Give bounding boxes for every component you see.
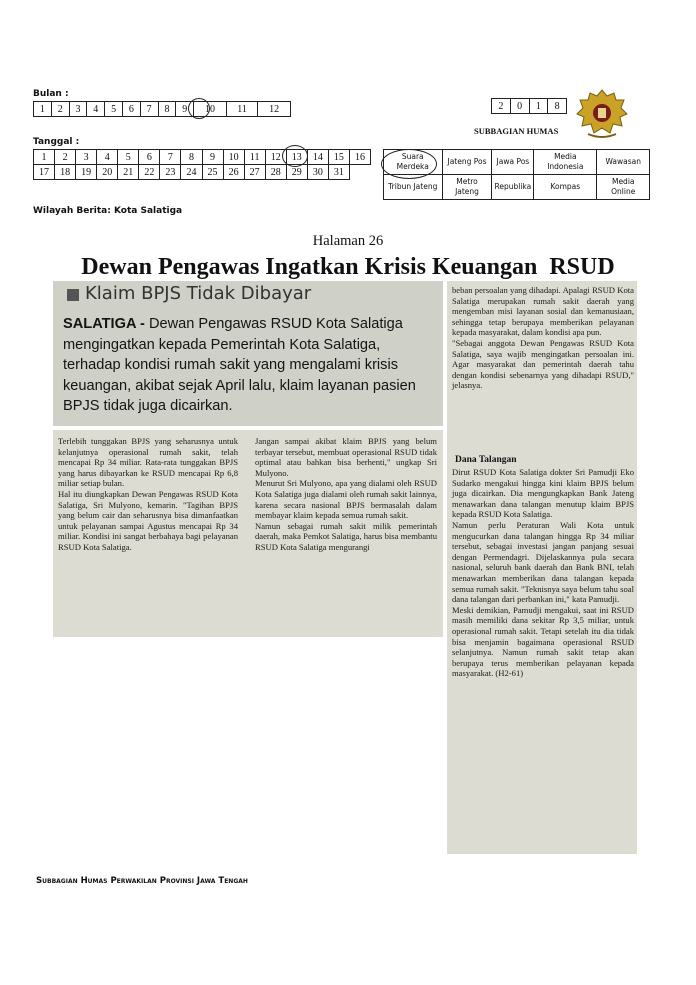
tanggal-cell: 28 bbox=[265, 165, 286, 180]
bulan-cell: 8 bbox=[158, 102, 176, 117]
media-cell: Suara Merdeka bbox=[384, 150, 443, 175]
bulan-cell: 10 bbox=[194, 102, 227, 117]
kicker-bullet-icon bbox=[67, 289, 79, 301]
tanggal-cell: 21 bbox=[118, 165, 139, 180]
bulan-cell: 5 bbox=[105, 102, 123, 117]
bulan-cell: 3 bbox=[69, 102, 87, 117]
year-digit-cell: 8 bbox=[548, 99, 567, 114]
lead-paragraph: Dewan Pengawas RSUD Kota Salatiga mengingatkan kepada Pemerintah Kota Salatiga, terhadap kondisi rumah sakit yang mengalami krisis keuangan, akibat sejak April lalu, klaim layanan pasien BPJS tidak juga dicairkan. bbox=[63, 316, 416, 414]
media-cell: Tribun Jateng bbox=[384, 175, 443, 200]
tanggal-cell: 27 bbox=[244, 165, 265, 180]
bulan-cell: 1 bbox=[34, 102, 52, 117]
tanggal-cell: 5 bbox=[118, 150, 139, 165]
tanggal-cell: 2 bbox=[55, 150, 76, 165]
tanggal-cell: 31 bbox=[328, 165, 349, 180]
subbagian-humas-label: SUBBAGIAN HUMAS bbox=[474, 126, 559, 136]
tanggal-cell: 14 bbox=[307, 150, 328, 165]
tanggal-cell: 26 bbox=[223, 165, 244, 180]
tanggal-cell: 6 bbox=[139, 150, 160, 165]
tanggal-cell: 4 bbox=[97, 150, 118, 165]
tanggal-cell: 25 bbox=[202, 165, 223, 180]
media-cell: Wawasan bbox=[597, 150, 650, 175]
subhead-dana-talangan: Dana Talangan bbox=[455, 455, 517, 465]
tanggal-cell: 1 bbox=[34, 150, 55, 165]
tanggal-cell: 24 bbox=[181, 165, 202, 180]
footer-text: Subbagian Humas Perwakilan Provinsi Jawa Tengah bbox=[36, 876, 248, 886]
tanggal-cell: 11 bbox=[244, 150, 265, 165]
body-column-1: Terlebih tunggakan BPJS yang seharusnya untuk kelanjutnya operasional rumah sakit, telah mencapai Rp 34 miliar. Rata-rata tunggakan BPJS yang harus dibayarkan ke RSUD mencapai Rp 6,8 miliar setiap bulan. Hal itu diungkapkan Dewan Pengawas RSUD Kota Salatiga, Sri Mulyono, kemarin. "Tagihan BPJS yang belum cair dan seharusnya bisa dimanfaatkan untuk pelayanan sampai Agustus mencapai Rp 34 miliar. Kondisi ini sangat berbahaya bagi pelayanan RSUD Kota Salatiga. bbox=[58, 436, 238, 552]
tanggal-cell: 10 bbox=[223, 150, 244, 165]
garuda-emblem-icon bbox=[574, 86, 630, 142]
bulan-cell: 12 bbox=[258, 102, 291, 117]
media-cell: Jateng Pos bbox=[442, 150, 492, 175]
tanggal-cell: 20 bbox=[97, 165, 118, 180]
body-column-3a: beban persoalan yang dihadapi. Apalagi RSUD Kota Salatiga merupakan rumah sakit daerah yang mengemban misi layanan sosial dan kemanusiaan, sehingga tetap berupaya memberikan pelayanan kepada masyarakat, dalam kondisi apa pun. "Sebagai anggota Dewan Pengawas RSUD Kota Salatiga, saya wajib mengingatkan persoalan ini. Agar masyarakat dan pemerintah daerah tahu dengan kondisi sebenarnya yang dihadapi RSUD," jelasnya. bbox=[452, 285, 634, 391]
tanggal-cell: 30 bbox=[307, 165, 328, 180]
bulan-grid bbox=[33, 101, 291, 117]
body-column-3b: Dirut RSUD Kota Salatiga dokter Sri Pamudji Eko Sudarko mengakui hingga kini klaim BPJS belum juga dicairkan. Dia mengungkapkan Bank Jateng menawarkan dana talangan menutup klaim BPJS kepada RSUD Kota Salatiga. Namun perlu Peraturan Wali Kota untuk mengucurkan dana talangan hingga Rp 34 miliar tersebut, sebagai investasi jangan panjang sesuai dengan Permendagri. Dijelaskannya pula secara nasional, seluruh bank daerah dan Bank BNI, telah menawarkan memberikan dana talangan kepada semua rumah sakit. "Teknisnya saya belum tahu soal dana talangan dari perbankan ini," kata Pamudji. Meski demikian, Pamudji mengakui, saat ini RSUD masih memiliki dana sekitar Rp 3,5 miliar, untuk operasional rumah sakit. Tetapi setelah itu dia tidak bisa menjamin bagaimana operasional RSUD selanjutnya. Namun rumah sakit tetap akan berupaya terus memberikan pelayanan kepada masyarakat. (H2-61) bbox=[452, 467, 634, 679]
tanggal-cell: 9 bbox=[202, 150, 223, 165]
tanggal-cell: 19 bbox=[76, 165, 97, 180]
media-cell: Kompas bbox=[534, 175, 597, 200]
year-digit-cell: 2 bbox=[492, 99, 511, 114]
year-grid bbox=[491, 98, 567, 114]
media-cell: Jawa Pos bbox=[492, 150, 534, 175]
tanggal-grid bbox=[33, 149, 371, 180]
tanggal-cell: 16 bbox=[349, 150, 370, 165]
lead-dateline: SALATIGA - bbox=[63, 316, 149, 332]
bulan-selected-circle bbox=[188, 98, 210, 119]
bulan-cell: 4 bbox=[87, 102, 105, 117]
page-number: Halaman 26 bbox=[312, 233, 384, 249]
media-cell: Media Indonesia bbox=[534, 150, 597, 175]
tanggal-label: Tanggal : bbox=[33, 137, 80, 147]
tanggal-selected-circle bbox=[282, 145, 308, 167]
article-title: Dewan Pengawas Ingatkan Krisis Keuangan RSUD bbox=[81, 254, 615, 280]
media-cell: Metro Jateng bbox=[442, 175, 492, 200]
bulan-label: Bulan : bbox=[33, 89, 69, 99]
clipping-lead-box bbox=[53, 281, 443, 426]
tanggal-cell: 12 bbox=[265, 150, 286, 165]
tanggal-cell: 7 bbox=[160, 150, 181, 165]
year-digit-cell: 0 bbox=[510, 99, 529, 114]
tanggal-cell: 15 bbox=[328, 150, 349, 165]
tanggal-cell: 22 bbox=[139, 165, 160, 180]
tanggal-cell: 29 bbox=[286, 165, 307, 180]
bulan-cell: 7 bbox=[140, 102, 158, 117]
body-column-2: Jangan sampai akibat klaim BPJS yang belum terbayar tersebut, membuat operasional RSUD tidak optimal atau bahkan bisa berhenti," ungkap Sri Mulyono. Menurut Sri Mulyono, apa yang dialami oleh RSUD Kota Salatiga juga dialami oleh rumah sakit lainnya, karena secara nasional BPJS bermasalah dalam membayar klaim kepada semua rumah sakit. Namun sebagai rumah sakit milik pemerintah daerah, maka Pemkot Salatiga, harus bisa membantu RSUD Kota Salatiga mengurangi bbox=[255, 436, 437, 552]
year-digit-cell: 1 bbox=[529, 99, 548, 114]
tanggal-cell: 18 bbox=[55, 165, 76, 180]
clipping-kicker: Klaim BPJS Tidak Dibayar bbox=[85, 283, 312, 304]
bulan-cell: 2 bbox=[51, 102, 69, 117]
bulan-cell: 11 bbox=[226, 102, 258, 117]
bulan-cell: 6 bbox=[122, 102, 140, 117]
media-cell: Media Online bbox=[597, 175, 650, 200]
tanggal-cell: 8 bbox=[181, 150, 202, 165]
media-cell: Republika bbox=[492, 175, 534, 200]
bulan-cell: 9 bbox=[176, 102, 194, 117]
wilayah-berita: Wilayah Berita: Kota Salatiga bbox=[33, 206, 183, 216]
tanggal-cell: 13 bbox=[286, 150, 307, 165]
media-selected-circle bbox=[381, 149, 437, 179]
tanggal-cell: 23 bbox=[160, 165, 181, 180]
tanggal-cell: 3 bbox=[76, 150, 97, 165]
tanggal-cell: 17 bbox=[34, 165, 55, 180]
